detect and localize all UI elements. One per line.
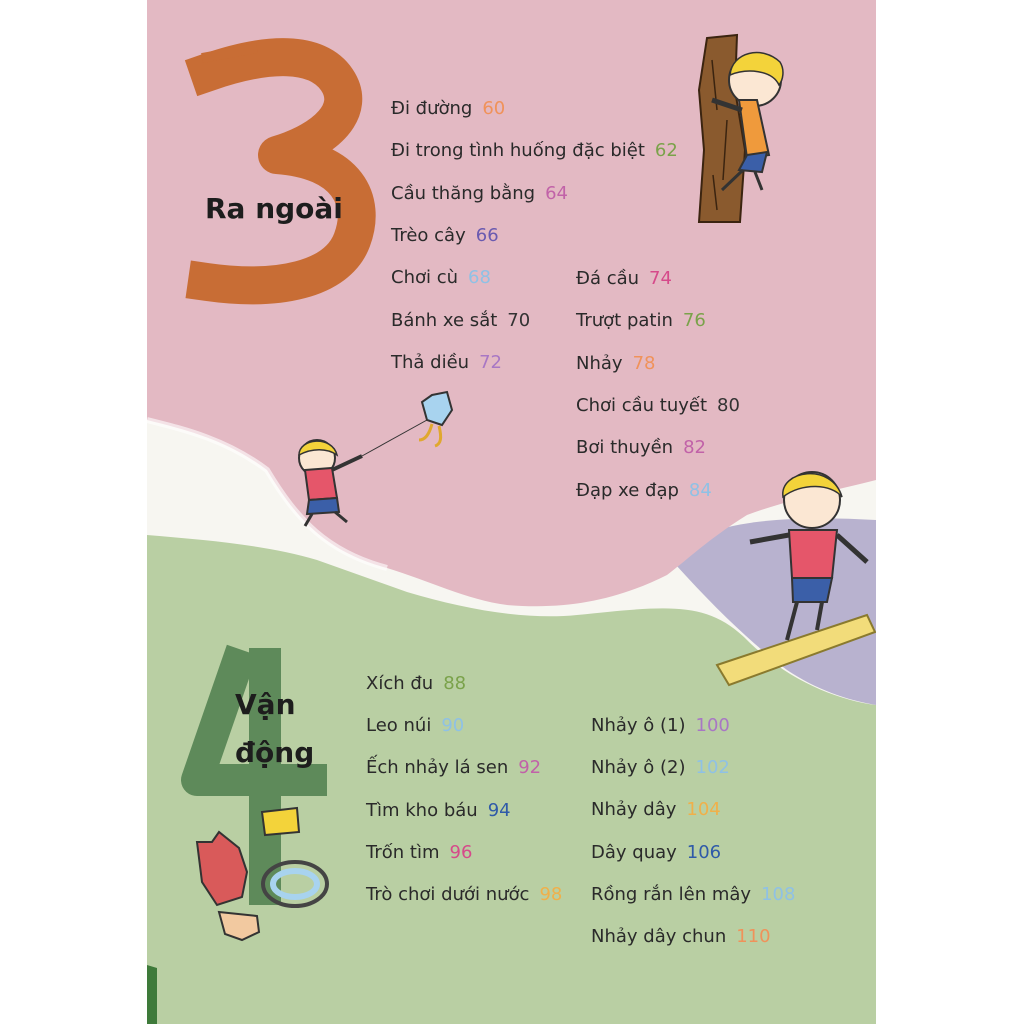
toc-entry-page: 60 — [482, 98, 506, 119]
toc-entry-page: 82 — [683, 437, 706, 459]
toc-entry — [391, 183, 568, 204]
toc-entry-label: Leo núi — [366, 715, 432, 737]
toc-entry — [591, 884, 795, 905]
toc-entry — [576, 480, 712, 501]
toc-entry-page: 76 — [682, 310, 706, 332]
toc-entry — [576, 310, 706, 331]
toc-entry-label: Trò chơi dưới nước — [366, 884, 530, 905]
toc-entry — [576, 353, 655, 374]
toc-entry-page: 70 — [507, 309, 531, 331]
chapter-4-title-line1: Vận — [235, 688, 296, 721]
toc-entry-page: 100 — [695, 715, 730, 736]
toc-entry — [591, 926, 771, 947]
toc-entry-page: 74 — [649, 268, 672, 289]
toc-entry-label: Trèo cây — [391, 224, 466, 246]
toc-entry-label: Xích đu — [366, 673, 434, 694]
toc-entry-label: Nhảy dây — [591, 799, 677, 821]
toc-entry-page: 72 — [479, 351, 502, 373]
toc-entry-label: Nhảy ô (1) — [591, 715, 686, 736]
toc-entry-page: 62 — [654, 140, 678, 162]
toc-entry-page: 68 — [468, 267, 491, 289]
toc-entry — [366, 673, 466, 694]
toc-entry-label: Nhảy — [576, 352, 623, 374]
toc-entry — [391, 140, 678, 161]
toc-entry-label: Tìm kho báu — [366, 799, 478, 821]
toc-entry — [591, 799, 721, 820]
toc-entry-label: Đi đường — [391, 98, 473, 119]
toc-entry — [391, 310, 530, 331]
toc-entry — [576, 395, 740, 416]
toc-entry-label: Bánh xe sắt — [391, 309, 498, 331]
toc-entry — [591, 842, 721, 863]
chapter-3-title: Ra ngoài — [205, 192, 343, 225]
toc-entry-page: 88 — [443, 673, 467, 694]
toc-entry-label: Trốn tìm — [366, 841, 440, 863]
toc-entry-page: 78 — [632, 352, 656, 374]
toc-entry-page: 84 — [688, 479, 712, 501]
toc-entry — [366, 800, 511, 821]
toc-entry-page: 102 — [695, 757, 730, 779]
toc-entry-label: Cầu thăng bằng — [391, 182, 536, 204]
toc-entry-label: Ếch nhảy lá sen — [366, 757, 509, 779]
toc-entry-page: 90 — [441, 715, 465, 737]
toc-entry-label: Chơi cù — [391, 267, 459, 289]
toc-entry-label: Nhảy dây chun — [591, 926, 727, 947]
toc-entry-label: Dây quay — [591, 841, 677, 863]
toc-entry-label: Trượt patin — [576, 310, 673, 332]
toc-entry — [391, 352, 502, 373]
toc-entry — [391, 98, 505, 119]
toc-entry-page: 94 — [487, 799, 511, 821]
toc-entry — [366, 884, 562, 905]
toc-entry — [591, 715, 730, 736]
toc-entry — [576, 268, 672, 289]
toc-entry-page: 92 — [518, 757, 542, 779]
toc-entry-label: Bơi thuyền — [576, 437, 674, 459]
toc-entry — [591, 757, 730, 778]
toc-entry-label: Thả diều — [391, 351, 470, 373]
toc-entry — [366, 757, 541, 778]
toc-entry-page: 106 — [686, 841, 722, 863]
toc-entry — [366, 715, 464, 736]
toc-entry-page: 104 — [686, 799, 721, 821]
toc-entry-page: 80 — [717, 394, 740, 416]
toc-entry-page: 98 — [539, 884, 563, 905]
toc-entry-label: Rồng rắn lên mây — [591, 883, 752, 905]
toc-entry — [576, 437, 706, 458]
toc-entry-page: 110 — [736, 926, 771, 947]
book-page — [147, 0, 876, 1024]
toc-entry-label: Đi trong tình huống đặc biệt — [391, 140, 645, 162]
toc-entry — [366, 842, 472, 863]
toc-entry-page: 96 — [449, 841, 473, 863]
toc-entry-page: 108 — [761, 883, 796, 905]
toc-entry — [391, 225, 499, 246]
toc-entry-label: Đạp xe đạp — [576, 479, 679, 501]
toc-entry-label: Nhảy ô (2) — [591, 757, 686, 779]
chapter-4-title-line2: động — [235, 736, 315, 769]
toc-entry-label: Chơi cầu tuyết — [576, 394, 708, 416]
toc-entry-page: 64 — [545, 182, 568, 204]
toc-entry-page: 66 — [475, 224, 499, 246]
toc-entry — [391, 267, 491, 288]
toc-entry-label: Đá cầu — [576, 268, 640, 289]
